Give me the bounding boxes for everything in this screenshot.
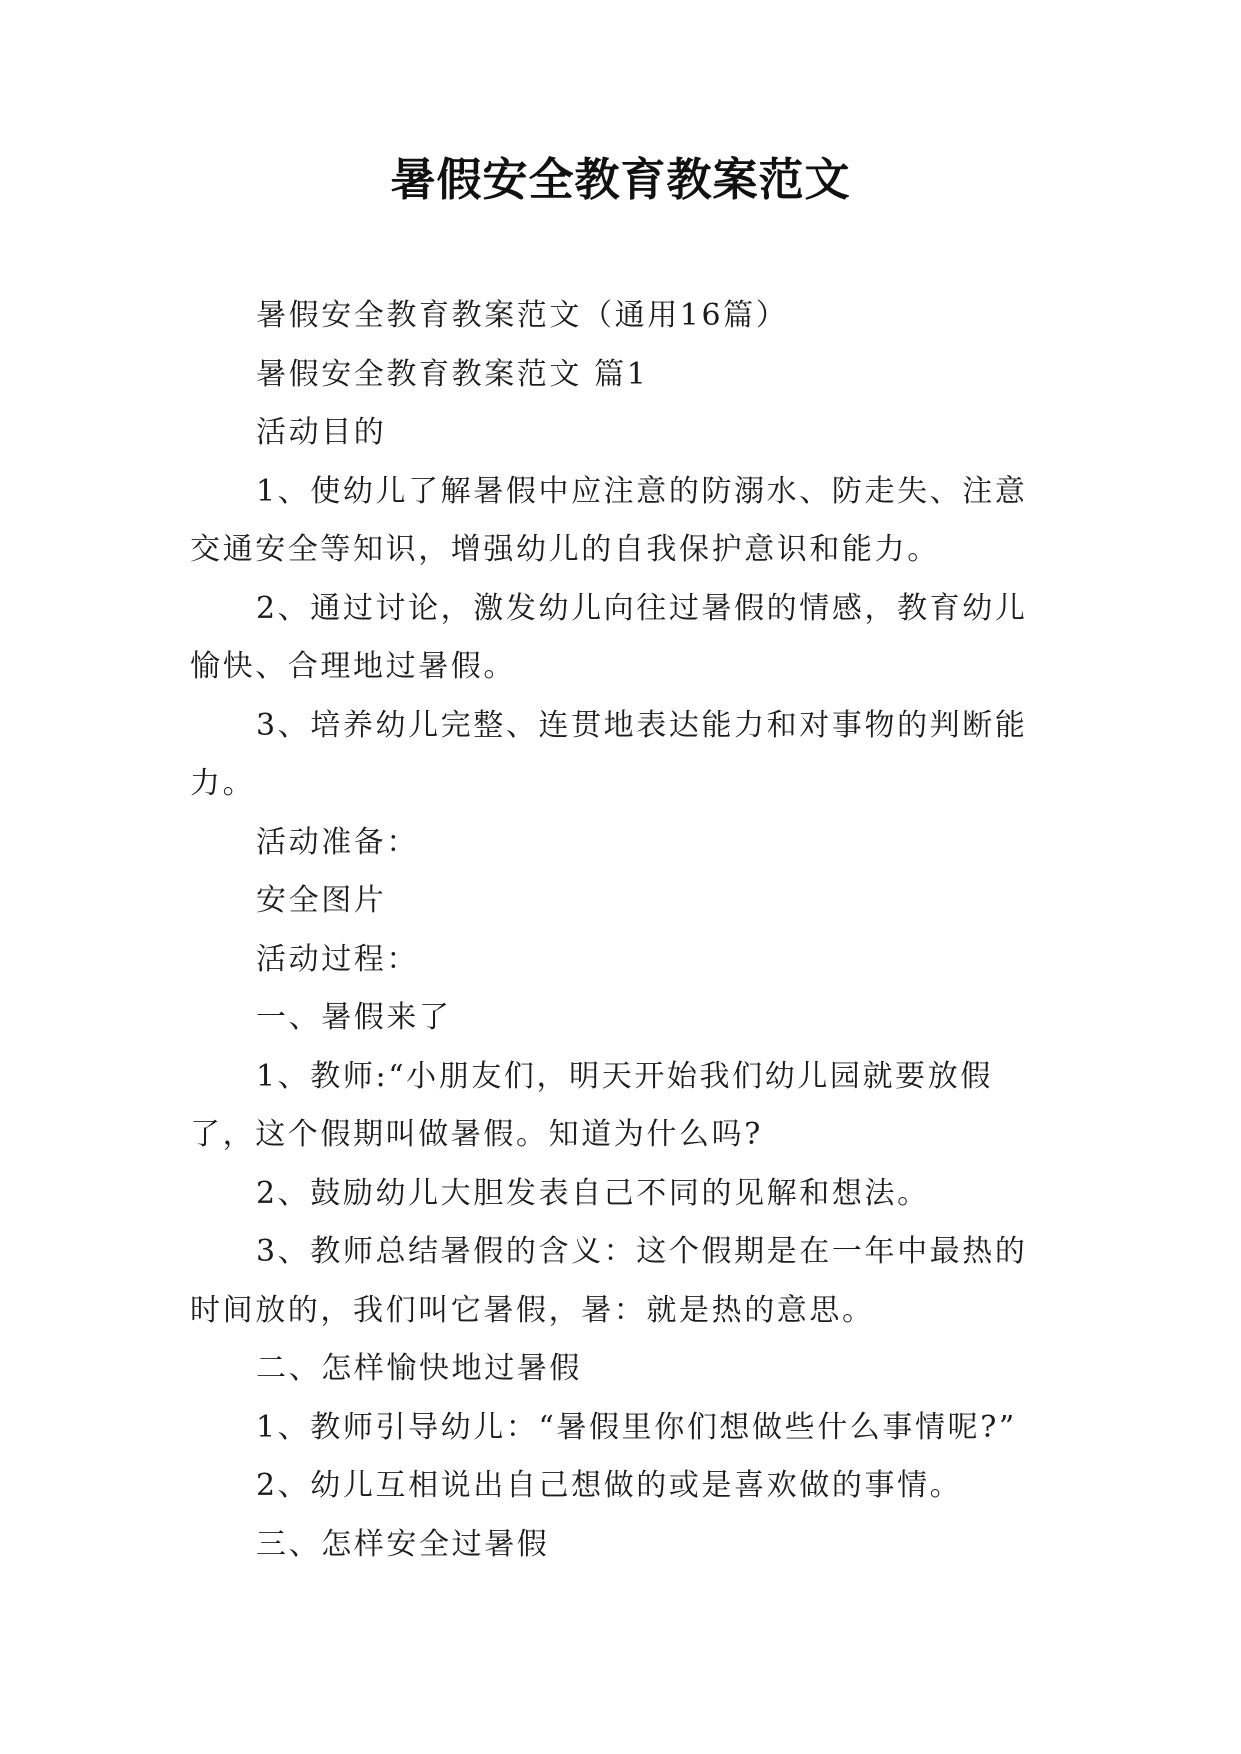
- paragraph-part-1-heading: 一、暑假来了: [256, 1000, 452, 1035]
- paragraph-section-heading: 暑假安全教育教案范文 篇1: [256, 356, 649, 392]
- paragraph-prep-heading: 活动准备：: [256, 824, 419, 860]
- paragraph-part-2-step-1: 1、教师引导幼儿：“暑假里你们想做些什么事情呢?”: [256, 1409, 1017, 1445]
- paragraph-subtitle: 暑假安全教育教案范文（通用16篇）: [256, 298, 789, 333]
- paragraph-prep-item: 安全图片: [256, 883, 387, 918]
- paragraph-part-2-heading: 二、怎样愉快地过暑假: [256, 1351, 582, 1386]
- paragraph-goal-heading: 活动目的: [256, 415, 387, 450]
- paragraph-process-heading: 活动过程：: [256, 941, 419, 977]
- paragraph-goal-3: 3、培养幼儿完整、连贯地表达能力和对事物的判断能力。: [190, 707, 1028, 801]
- paragraph-goal-2: 2、通过讨论，激发幼儿向往过暑假的情感，教育幼儿愉快、合理地过暑假。: [190, 590, 1028, 684]
- page-title: 暑假安全教育教案范文: [390, 153, 851, 206]
- paragraph-part-3-heading: 三、怎样安全过暑假: [256, 1526, 550, 1562]
- paragraph-part-1-step-2: 2、鼓励幼儿大胆发表自己不同的见解和想法。: [256, 1175, 930, 1211]
- paragraph-part-1-step-1: 1、教师:“小朋友们，明天开始我们幼儿园就要放假了，这个假期叫做暑假。知道为什么吗?: [190, 1058, 993, 1152]
- paragraph-part-1-step-3: 3、教师总结暑假的含义：这个假期是在一年中最热的时间放的，我们叫它暑假，暑：就是热的意思。: [190, 1234, 1028, 1328]
- paragraph-part-2-step-2: 2、幼儿互相说出自己想做的或是喜欢做的事情。: [256, 1468, 963, 1503]
- paragraph-goal-1: 1、使幼儿了解暑假中应注意的防溺水、防走失、注意交通安全等知识，增强幼儿的自我保护意识和能力。: [190, 473, 1028, 567]
- document-body: [190, 287, 1050, 1574]
